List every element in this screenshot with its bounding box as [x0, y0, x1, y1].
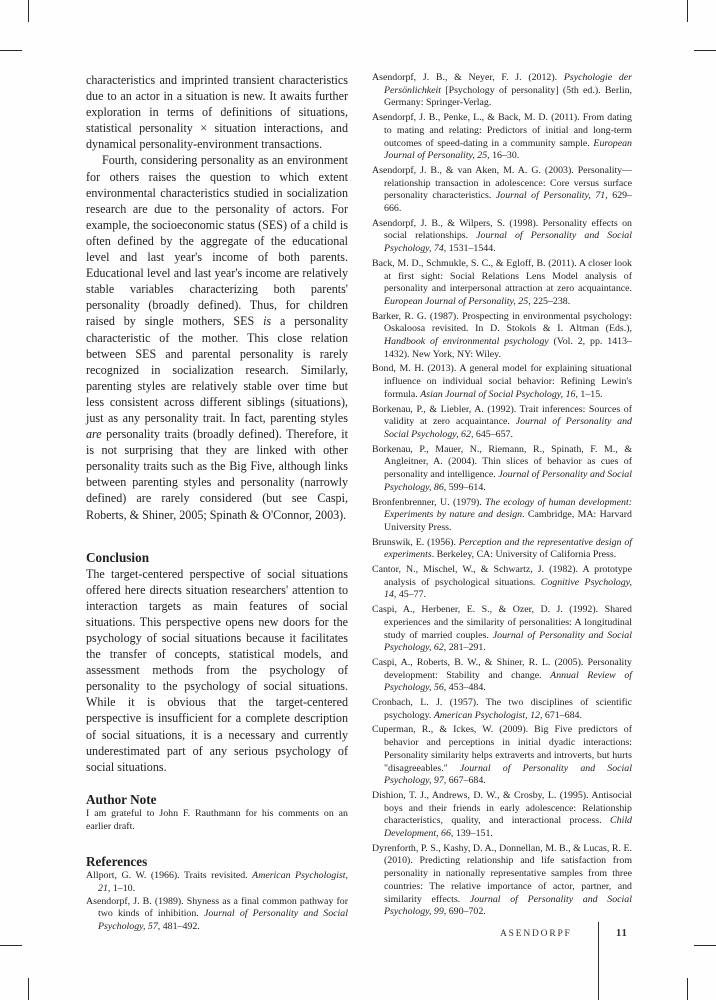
- author-note-text: I am grateful to John F. Rauthmann for his comments on an earlier draft.: [86, 807, 348, 832]
- reference-entry: Back, M. D., Schmukle, S. C., & Egloff, B. (2011). A closer look at first sight: Social Relations Lens Model analysis of personality and interpersonal attraction at zero acquaintance. European Journal of Personality, 25, 225–238.: [372, 257, 632, 307]
- reference-entry: Caspi, A., Herbener, E. S., & Ozer, D. J. (1992). Shared experiences and the similarity of personalities: A longitudinal study of married couples. Journal of Personality and Social Psychology, 62, 281–291.: [372, 604, 632, 654]
- reference-entry: Asendorpf, J. B., Penke, L., & Back, M. D. (2011). From dating to mating and relating: Predictors of initial and long-term outcomes of speed-dating in a community sample. European Journal of Personality, 25, 16–30.: [372, 112, 632, 162]
- reference-entry: Asendorpf, J. B., & van Aken, M. A. G. (2003). Personality—relationship transaction in adolescence: Core versus surface personality characteristics. Journal of Personality, 71, 629–666.: [372, 164, 633, 215]
- reference-entry: Dishion, T. J., Andrews, D. W., & Crosby, L. (1995). Antisocial boys and their friends in early adolescence: Relationship characteristics, quality, and interactional process. Child Development, 66, 139–151.: [372, 789, 632, 840]
- crop-mark: [694, 945, 716, 946]
- paragraph-fourth: Fourth, considering personality as an environment for others raises the question to which extent environmental characteristics studied in socialization research are due to the personality of actors. For example, the socioeconomic status (SES) of a child is often defined by the aggregate of the educational level and last year's income of both parents. Educational level and last year's income are relatively stable variables characterizing both parents' personality (broadly defined). Thus, for children raised by single mothers, SES is a personality characteristic of the mother. This close relation between SES and parental personality is rarely recognized in socialization research. Similarly, parenting styles are relatively stable over time but less consistent across different siblings (situations), just as any personality trait. In fact, parenting styles are personality traits (broadly defined). Therefore, it is not surprising that they are linked with other personality traits such as the Big Five, although links between parenting styles and personality (narrowly defined) are rarely considered (but see Caspi, Roberts, & Shiner, 2005; Spinath & O'Connor, 2003).: [86, 153, 348, 522]
- crop-mark: [687, 978, 688, 1000]
- crop-mark: [694, 50, 716, 51]
- right-column: [372, 72, 632, 921]
- running-head: ASENDORPF: [500, 929, 572, 939]
- reference-entry: Bronfenbrenner, U. (1979). The ecology of human development: Experiments by nature and design. Cambridge, MA: Harvard University Press.: [372, 496, 632, 533]
- reference-entry: Cantor, N., Mischel, W., & Schwartz, J. (1982). A prototype analysis of psychological situations. Cognitive Psychology, 14, 45–77.: [372, 564, 632, 601]
- page-number: 11: [616, 928, 628, 939]
- reference-entry: Caspi, A., Roberts, B. W., & Shiner, R. L. (2005). Personality development: Stability and change. Annual Review of Psychology, 56, 453–484.: [372, 656, 632, 694]
- references-heading: References: [86, 854, 148, 870]
- reference-list: [86, 870, 348, 934]
- reference-entry: Barker, R. G. (1987). Prospecting in environmental psychology: Oskaloosa revisited. In D. Stokols & I. Altman (Eds.), Handbook of environmental psychology (Vol. 2, pp. 1413–1432). New York, NY: Wiley.: [372, 310, 632, 360]
- left-column: [86, 72, 348, 934]
- conclusion-heading: Conclusion: [86, 549, 150, 565]
- reference-entry: Dyrenforth, P. S., Kashy, D. A., Donnellan, M. B., & Lucas, R. E. (2010). Predicting relationship and life satisfaction from personality in nationally representative samples from three countries: The relative importance of actor, partner, and similarity effects. Journal of Personality and Social Psychology, 99, 690–702.: [372, 842, 632, 918]
- reference-entry: Borkenau, P., Mauer, N., Riemann, R., Spinath, F. M., & Angleitner, A. (2004). Thin slices of behavior as cues of personality and intelligence. Journal of Personality and Social Psychology, 86, 599–614.: [372, 443, 632, 493]
- reference-entry: Brunswik, E. (1956). Perception and the representative design of experiments. Berkeley, CA: University of California Press.: [372, 536, 632, 561]
- conclusion-text: The target-centered perspective of social situations offered here directs situation researchers' attention to interaction targets as main features of social situations. This perspective opens new doors for the psychology of social situations because it facilitates the transfer of concepts, statistical models, and assessment methods from the psychology of personality to the psychology of social situations. While it is obvious that the target-centered perspective is insufficient for a complete description of social situations, it is a necessary and currently underestimated part of any serious psychology of social situations.: [86, 566, 348, 774]
- author-note-heading: Author Note: [86, 791, 157, 807]
- reference-entry: Allport, G. W. (1966). Traits revisited. American Psychologist, 21, 1–10.: [86, 870, 348, 894]
- reference-entry: Cuperman, R., & Ickes, W. (2009). Big Five predictors of behavior and perceptions in initial dyadic interactions: Personality similarity helps extraverts and introverts, but hurts "disagreeables." Journal of Personality and Social Psychology, 97, 667–684.: [372, 724, 632, 787]
- crop-mark: [0, 945, 22, 946]
- paragraph-continued: characteristics and imprinted transient characteristics due to an actor in a situation is new. It awaits further exploration in terms of definitions of situations, statistical personality × situation interactions, and dynamical personality-environment transactions.: [86, 73, 348, 152]
- crop-mark: [28, 978, 29, 1000]
- reference-entry: Asendorpf, J. B., & Neyer, F. J. (2012). Psychologie der Persönlichkeit [Psychology of personality] (5th ed.). Berlin, Germany: Springer-Verlag.: [372, 72, 632, 109]
- crop-mark: [0, 50, 22, 51]
- reference-entry: Asendorpf, J. B. (1989). Shyness as a final common pathway for two kinds of inhibition. Journal of Personality and Social Psychology, 57, 481–492.: [86, 895, 348, 933]
- footer-divider: [598, 922, 599, 1000]
- reference-entry: Cronbach, L. J. (1957). The two disciplines of scientific psychology. American Psychologist, 12, 671–684.: [372, 697, 632, 721]
- crop-mark: [28, 0, 29, 22]
- reference-entry: Asendorpf, J. B., & Wilpers, S. (1998). Personality effects on social relationships. Journal of Personality and Social Psychology, 74, 1531–1544.: [372, 217, 632, 255]
- reference-entry: Bond, M. H. (2013). A general model for explaining situational influence on individual social behavior: Refining Lewin's formula. Asian Journal of Social Psychology, 16, 1–15.: [372, 363, 632, 400]
- reference-entry: Borkenau, P., & Liebler, A. (1992). Trait inferences: Sources of validity at zero acquaintance. Journal of Personality and Social Psychology, 62, 645–657.: [372, 403, 632, 440]
- crop-mark: [687, 0, 688, 22]
- reference-list: [372, 72, 632, 919]
